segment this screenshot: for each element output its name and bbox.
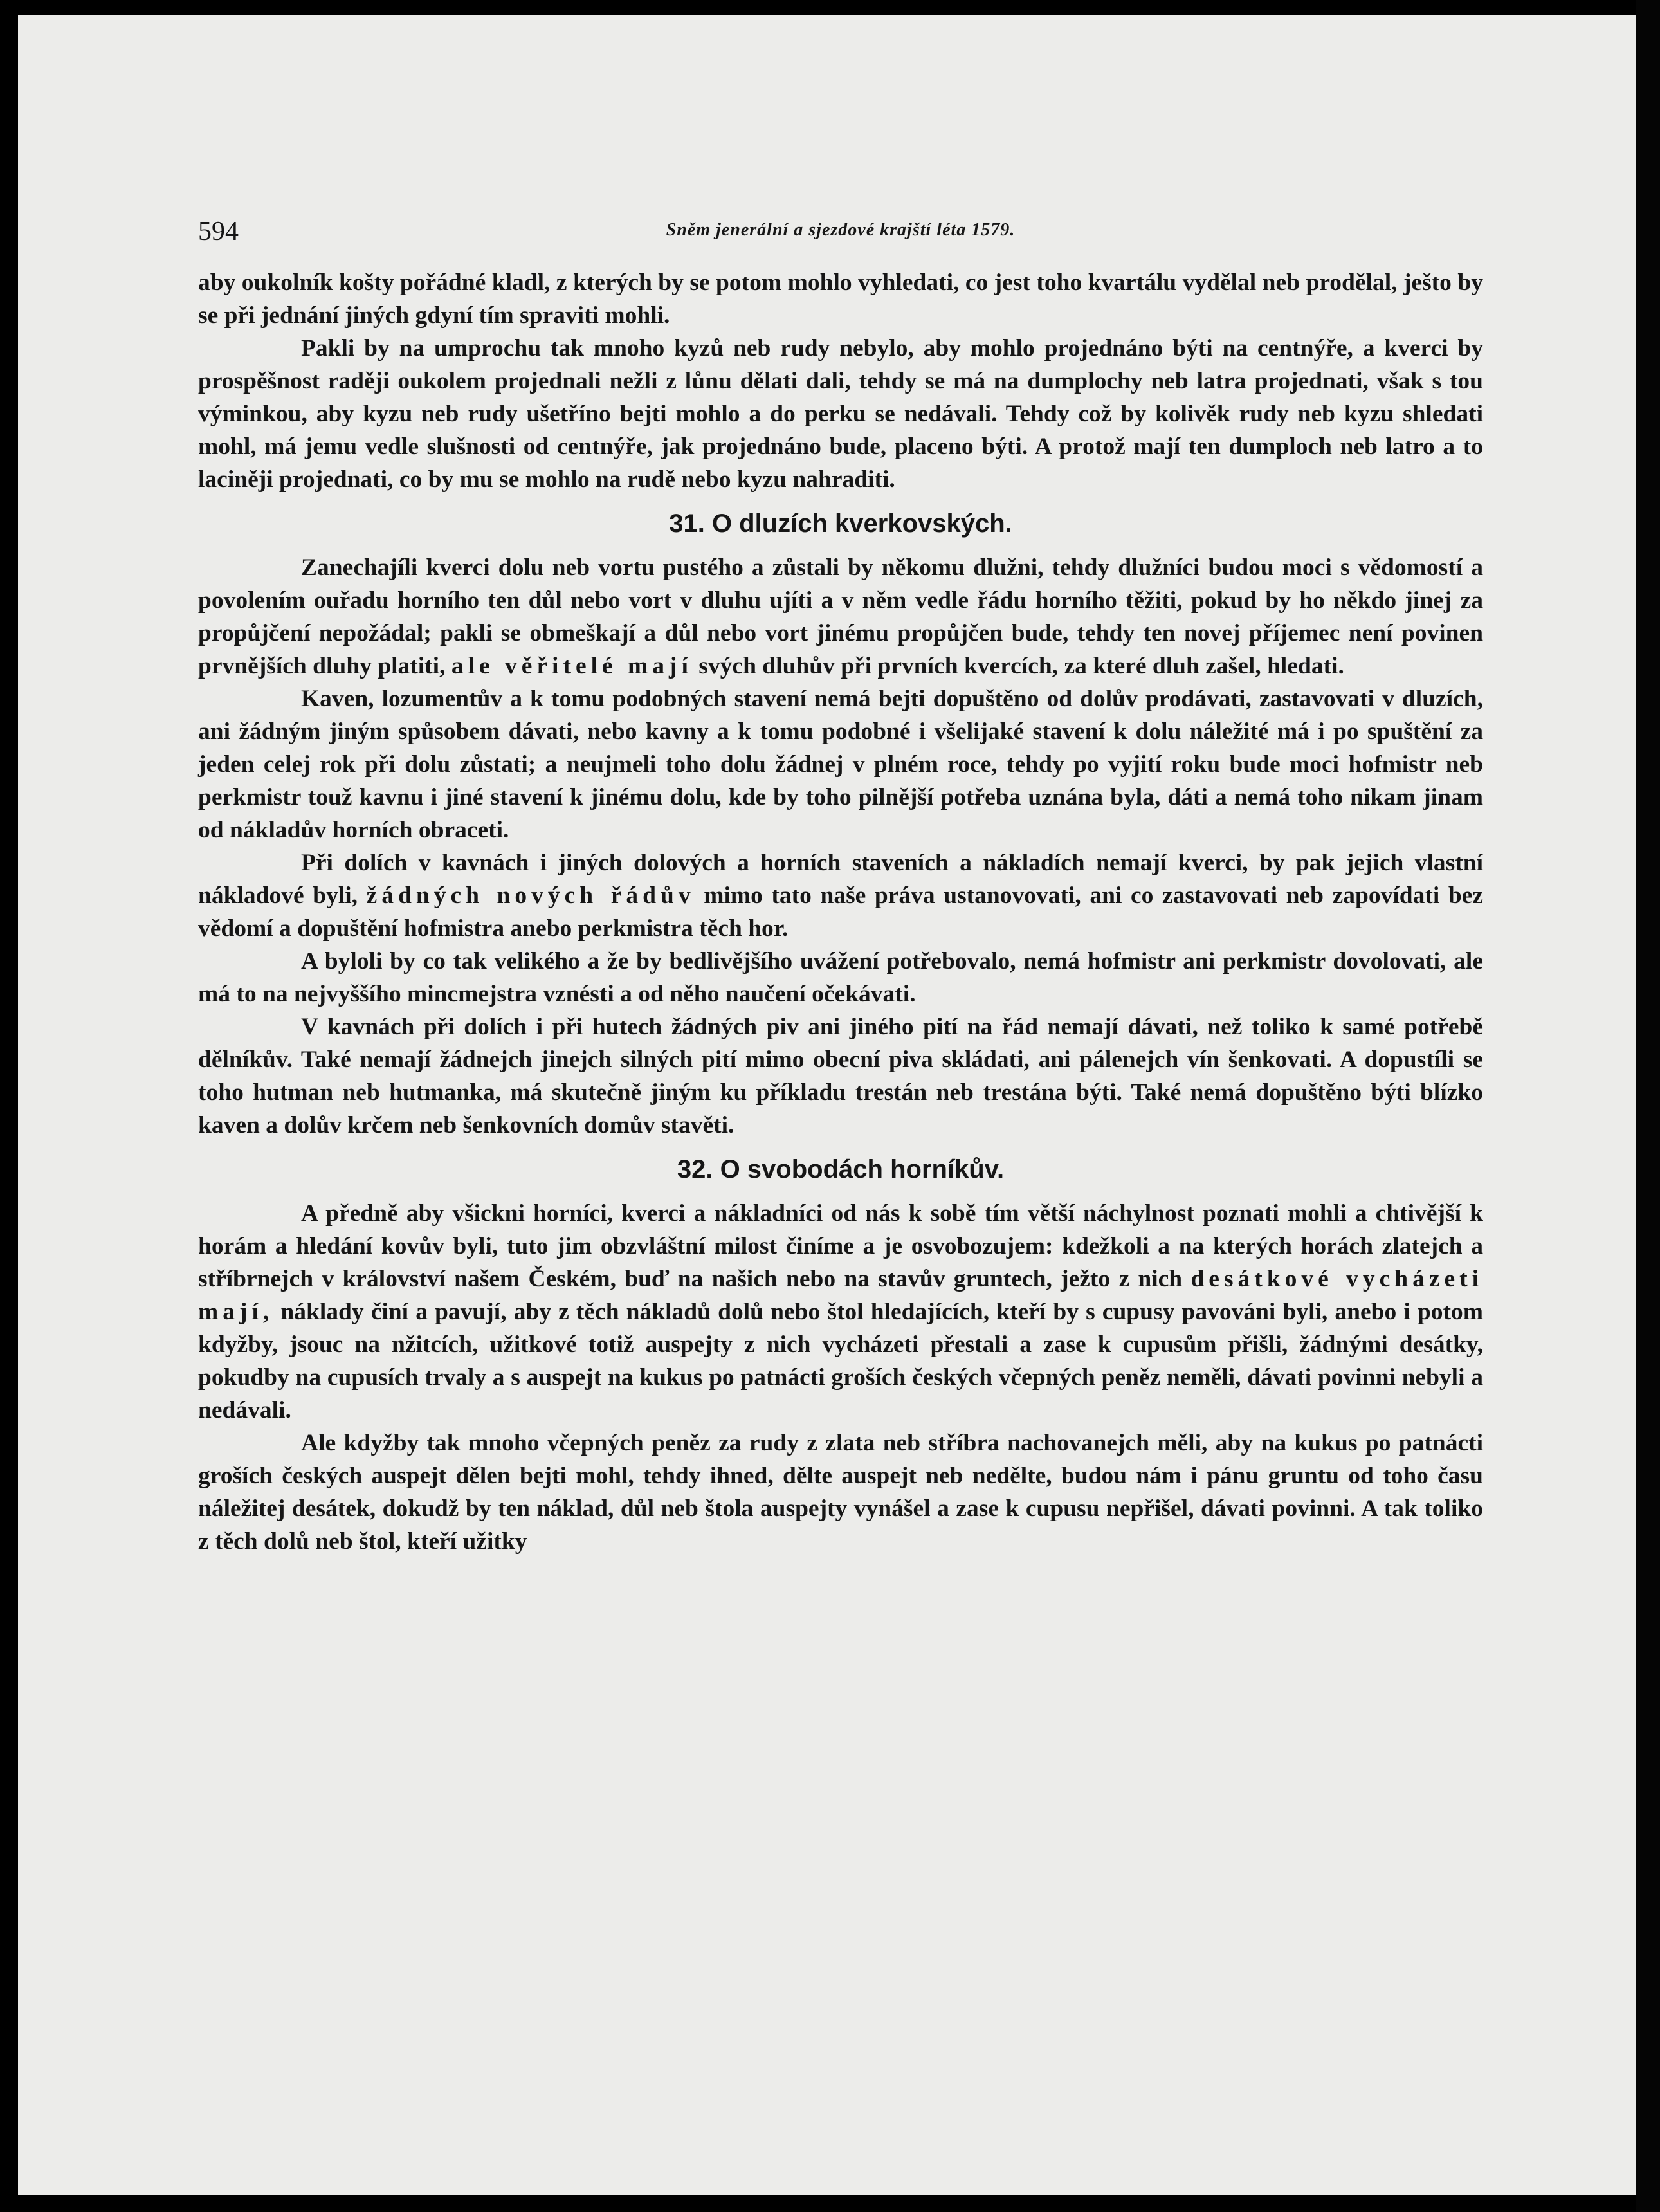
paragraph-text: Zanechajíli kverci dolu neb vortu pustého a zůstali by někomu dlužni, tehdy dlužníci budou moci s vědomostí a povolením ouřadu horního ten důl nebo vort v dluhu ujíti a v něm vedle řádu horního těžiti, pokud by ho někdo jinej za propůjčení nepožádal; pakli se obmeškají a důl nebo vort jinému propůjčen bude, tehdy ten novej příjemec není povinen prvnějších dluhy platiti,	[198, 554, 1483, 679]
paragraph: Kaven, lozumentův a k tomu podobných stavení nemá bejti dopuštěno od dolův prodávati, zastavovati v dluzích, ani žádným jiným spůsobem dávati, nebo kavny a k tomu podobné i všelijaké stavení k dolu náležité má i po spuštění za jeden celej rok při dolu zůstati; a neujmeli toho dolu žádnej v plném roce, tehdy po vyjití roku bude moci hofmistr neb perkmistr touž kavnu i jiné stavení k jinému dolu, kde by toho pilnější potřeba uznána byla, dáti a nemá toho nikam jinam od nákladův horních obraceti.	[198, 686, 1483, 843]
section-heading-32: 32. O svobodách horníkův.	[677, 1155, 1005, 1184]
paragraph	[198, 551, 1483, 682]
emphasized-text: desátkové vycházeti mají,	[198, 1266, 1484, 1325]
paragraph: V kavnách při dolích i při hutech žádných piv ani jiného pití na řád nemají dávati, než toliko k samé potřebě dělníkův. Také nemají žádnejch jinejch silných pití mimo obecní piva skládati, ani pálenejch vín šenkovati. A dopustíli se toho hutman neb hutmanka, má skutečně jiným ku příkladu trestán neb trestána býti. Také nemá dopuštěno býti blízko kaven a dolův krčem neb šenkovních domův stavěti.	[198, 1014, 1483, 1138]
page-content	[198, 208, 1483, 2106]
paragraph: Pakli by na umprochu tak mnoho kyzů neb rudy nebylo, aby mohlo projednáno býti na centnýře, a kverci by prospěšnost raději oukolem projednali nežli z lůnu dělati dali, tehdy se má na dumplochy neb latra projednati, však s tou výminkou, aby kyzu neb rudy ušetříno bejti mohlo a do perku se nedávali. Tehdy což by kolivěk rudy neb kyzu shledati mohl, má jemu vedle slušnosti od centnýře, jak projednáno bude, placeno býti. A protož mají ten dumploch neb latro a to laciněji projednati, co by mu se mohlo na rudě nebo kyzu nahraditi.	[198, 335, 1483, 493]
running-title: Sněm jenerální a sjezdové krajští léta 1579.	[666, 220, 1016, 240]
paragraph-text: náklady činí a pavují, aby z těch nákladů dolů nebo štol hledajících, kteří by s cupusy pavováni byli, anebo i potom kdyžby, jsouc na nžitcích, užitkové totiž auspejty z nich vycházeti přestali a zase k cupusům přišli, žádnými desátky, pokudby na cupusích trvaly a s auspejt na kukus po patnácti groších českých včepných peněz neměli, dávati povinni nebyli a nedávali.	[198, 1299, 1483, 1423]
emphasized-text: žádných nových řádův	[366, 882, 695, 909]
page-number: 594	[198, 217, 239, 246]
paragraph: A byloli by co tak velikého a že by bedlivějšího uvážení potřebovalo, nemá hofmistr ani perkmistr dovolovati, ale má to na nejvyššího mincmejstra vznésti a od něho naučení očekávati.	[198, 948, 1483, 1007]
paragraph	[198, 846, 1483, 945]
paragraph-text: Při dolích v kavnách i jiných dolových a horních staveních a nákladích nemají kverci, by pak jejich vlastní nákladové byli,	[198, 850, 1483, 909]
body-text	[198, 266, 1483, 1558]
page	[18, 15, 1636, 2195]
emphasized-text: ale věřitelé mají	[451, 653, 693, 679]
paragraph-text: mimo tato naše práva ustanovovati, ani co zastavovati neb zapovídati bez vědomí a dopuštění hofmistra anebo perkmistra těch hor.	[198, 882, 1484, 942]
section-heading-31: 31. O dluzích kverkovských.	[669, 509, 1012, 538]
running-head	[198, 208, 1483, 266]
paragraph-text: svých dluhův při prvních kvercích, za které dluh zašel, hledati.	[698, 653, 1344, 679]
paragraph: aby oukolník košty pořádné kladl, z kterých by se potom mohlo vyhledati, co jest toho kvartálu vydělal neb prodělal, ješto by se při jednání jiných gdyní tím spraviti mohli.	[198, 270, 1483, 329]
paragraph	[198, 1197, 1483, 1427]
paragraph-text: A předně aby všickni horníci, kverci a nákladníci od nás k sobě tím větší náchylnost poznati mohli a chtivější k horám a hledání kovův byli, tuto jim obzvláštní milost činíme a je osvobozujem: kdežkoli a na kterých horách zlatejch a stříbrnejch v království našem Českém, buď na našich nebo na stavův gruntech, ježto z nich	[198, 1200, 1483, 1292]
paragraph: Ale kdyžby tak mnoho včepných peněz za rudy z zlata neb stříbra nachovanejch měli, aby na kukus po patnácti groších českých auspejt dělen bejti mohl, tehdy ihned, dělte auspejt neb nedělte, budou nám i pánu gruntu od toho času náležitej desátek, dokudž by ten náklad, důl neb štola auspejty vynášel a zase k cupusu nepřišel, dávati povinni. A tak toliko z těch dolů neb štol, kteří užitky	[198, 1430, 1483, 1555]
scan-border	[1636, 0, 1660, 2212]
